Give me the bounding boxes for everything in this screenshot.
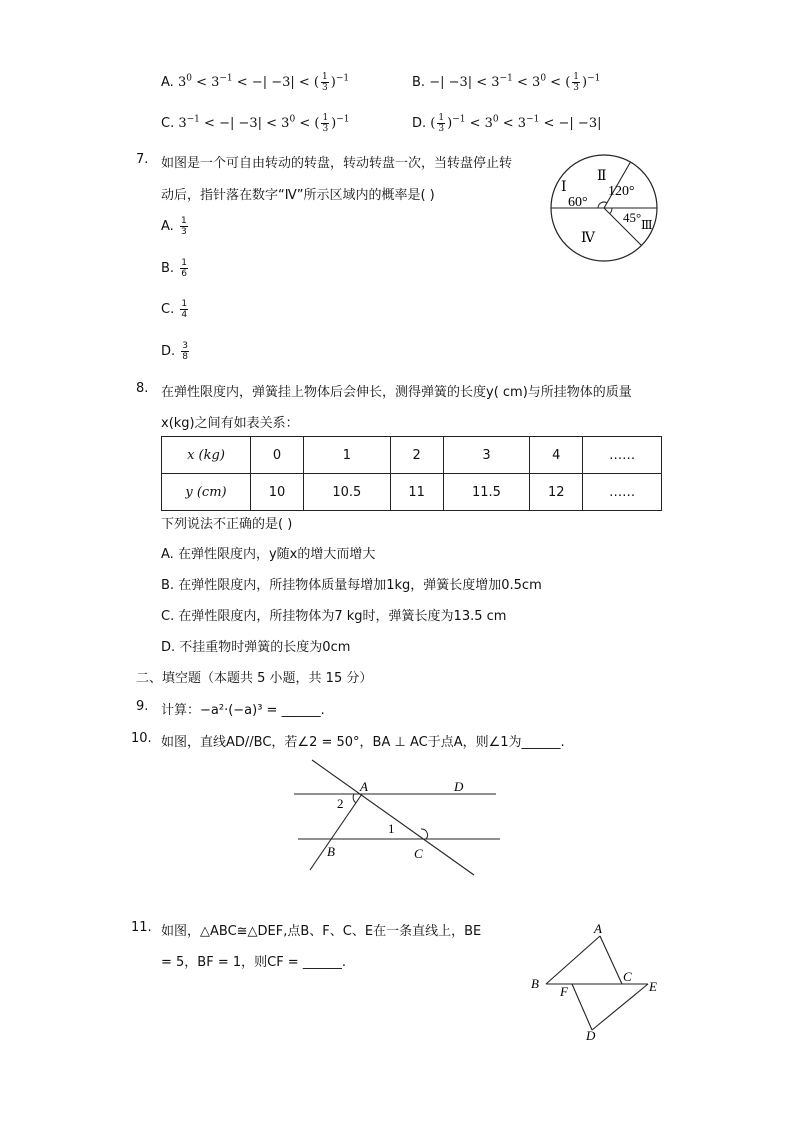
table-cell: 1: [304, 437, 391, 474]
q7-number: 7.: [136, 152, 149, 167]
q9-text: 计算：−a²·(−a)³ = ______.: [161, 703, 325, 718]
region-label-i: Ⅰ: [561, 180, 567, 195]
table-cell: 12: [530, 474, 583, 511]
table-cell: 2: [390, 437, 443, 474]
point-label-e: E: [649, 979, 657, 994]
option-label: D.: [161, 640, 176, 655]
q8-question: 下列说法不正确的是( ): [161, 517, 293, 532]
segment-ab: [546, 936, 600, 984]
table-cell: 3: [443, 437, 530, 474]
line-ab: [310, 794, 362, 870]
fraction-numerator: 3: [182, 341, 189, 351]
option-label: B.: [161, 261, 175, 276]
q8-text-line1: 在弹性限度内，弹簧挂上物体后会伸长，测得弹簧的长度y( cm)与所挂物体的质量: [161, 385, 632, 400]
point-label-b: B: [327, 844, 335, 859]
q8-option-d: [161, 636, 350, 655]
q8-data-table: [161, 436, 662, 511]
table-cell: ……: [583, 437, 662, 474]
option-text: 不挂重物时弹簧的长度为0cm: [179, 640, 351, 655]
option-label: D.: [412, 116, 427, 131]
q6-option-b-expr: −| $-3| < 3^{-1} < 3^0$ < ( $\frac{1}{3}$ )$^{-1}$: [429, 72, 601, 93]
option-text: 在弹性限度内，所挂物体质量每增加1kg，弹簧长度增加0.5cm: [178, 578, 542, 593]
angle-label-1: 1: [388, 821, 395, 836]
q6-option-a: [161, 72, 349, 93]
segment-fd: [572, 984, 592, 1030]
table-cell: 11.5: [443, 474, 530, 511]
table-cell: ……: [583, 474, 662, 511]
fraction-denominator: 8: [182, 352, 189, 362]
q6-option-b: [412, 72, 600, 93]
q8-option-b: [161, 574, 542, 593]
option-label: C.: [161, 302, 175, 317]
q11-number: 11.: [131, 920, 152, 935]
angle-arc-2: [353, 794, 356, 803]
angle-label-60: 60°: [568, 195, 588, 210]
q6-option-d-expr: ( $\frac{1}{3}$ )$^{-1} < 3^0 < 3^{-1}$ < −| −3|: [430, 113, 602, 134]
segment-ac: [600, 936, 622, 984]
table-cell: 0: [251, 437, 304, 474]
segment-de: [592, 984, 648, 1030]
q7-option-c: [161, 299, 190, 320]
fraction-denominator: 4: [181, 310, 188, 320]
option-label: B.: [412, 75, 426, 90]
region-label-ii: Ⅱ: [597, 169, 607, 184]
option-text: 在弹性限度内，y随x的增大而增大: [177, 547, 376, 562]
q7-text-line2: 动后，指针落在数字“Ⅳ”所示区域内的概率是( ): [161, 188, 435, 203]
option-label: C.: [161, 116, 175, 131]
table-row: [162, 437, 662, 474]
option-label: A.: [161, 75, 174, 90]
point-label-d: D: [454, 779, 464, 794]
angle-arc-45: [610, 208, 612, 214]
q6-option-d: [412, 113, 601, 134]
angle-label-120: 120°: [608, 184, 635, 199]
q7-option-b: [161, 258, 190, 279]
table-cell-header: y (cm): [162, 474, 251, 511]
option-text: 在弹性限度内，所挂物体为7 kg时，弹簧长度为13.5 cm: [178, 609, 507, 624]
q6-option-c: [161, 113, 350, 134]
q8-number: 8.: [136, 381, 149, 396]
table-cell: 11: [390, 474, 443, 511]
option-label: A.: [161, 219, 174, 234]
parallel-lines-diagram: [288, 756, 508, 880]
option-label: D.: [161, 344, 176, 359]
point-label-d: D: [586, 1028, 596, 1043]
fraction-numerator: 1: [180, 216, 187, 226]
option-label: B.: [161, 578, 175, 593]
q11-text-line1: 如图，△ABC≅△DEF,点B、F、C、E在一条直线上，BE: [161, 924, 482, 939]
table-cell-header: x (kg): [162, 437, 251, 474]
table-cell: 4: [530, 437, 583, 474]
q11-text-line2: = 5，BF = 1，则CF = ______.: [161, 955, 346, 970]
q7-option-d: [161, 341, 191, 362]
option-label: A.: [161, 547, 174, 562]
section-heading: 二、填空题（本题共 5 小题，共 15 分）: [136, 671, 373, 686]
q7-option-a: [161, 216, 190, 237]
point-label-a: A: [594, 921, 602, 936]
q8-option-c: [161, 605, 506, 624]
fraction-numerator: 1: [181, 258, 187, 268]
region-label-iii: Ⅲ: [641, 218, 653, 232]
q7-text-line1: 如图是一个可自由转动的转盘，转动转盘一次，当转盘停止转: [161, 156, 513, 171]
table-row: [162, 474, 662, 511]
point-label-b: B: [531, 976, 539, 991]
q8-text-line2: x(kg)之间有如表关系：: [161, 416, 299, 431]
region-label-iv: Ⅳ: [581, 231, 595, 246]
angle-label-2: 2: [337, 796, 344, 811]
q6-option-c-expr: $3^{-1}$ < −| $-3| < 3^0$ < ( $\frac{1}{3}$ )$^{-1}$: [178, 113, 350, 134]
point-label-f: F: [560, 984, 568, 999]
point-label-a: A: [360, 779, 368, 794]
spinner-diagram: [546, 150, 662, 266]
q6-option-a-expr: $3^0 < 3^{-1}$ < −| −3| < ( $\frac{1}{3}$ )$^{-1}$: [177, 72, 350, 93]
fraction-denominator: 6: [181, 269, 187, 279]
option-label: C.: [161, 609, 175, 624]
q8-option-a: [161, 543, 375, 562]
transversal-ac: [312, 760, 474, 875]
table-cell: 10.5: [304, 474, 391, 511]
fraction-numerator: 1: [181, 299, 188, 309]
q9-number: 9.: [136, 699, 149, 714]
angle-label-45: 45°: [623, 210, 642, 225]
q10-number: 10.: [131, 731, 152, 746]
fraction-denominator: 3: [180, 227, 187, 237]
point-label-c: C: [414, 846, 423, 861]
congruent-triangles-diagram: [526, 918, 666, 1044]
point-label-c: C: [623, 969, 632, 984]
table-cell: 10: [251, 474, 304, 511]
q10-text: 如图，直线AD//BC，若∠2 = 50°，BA ⊥ AC于点A，则∠1为______.: [161, 735, 565, 750]
